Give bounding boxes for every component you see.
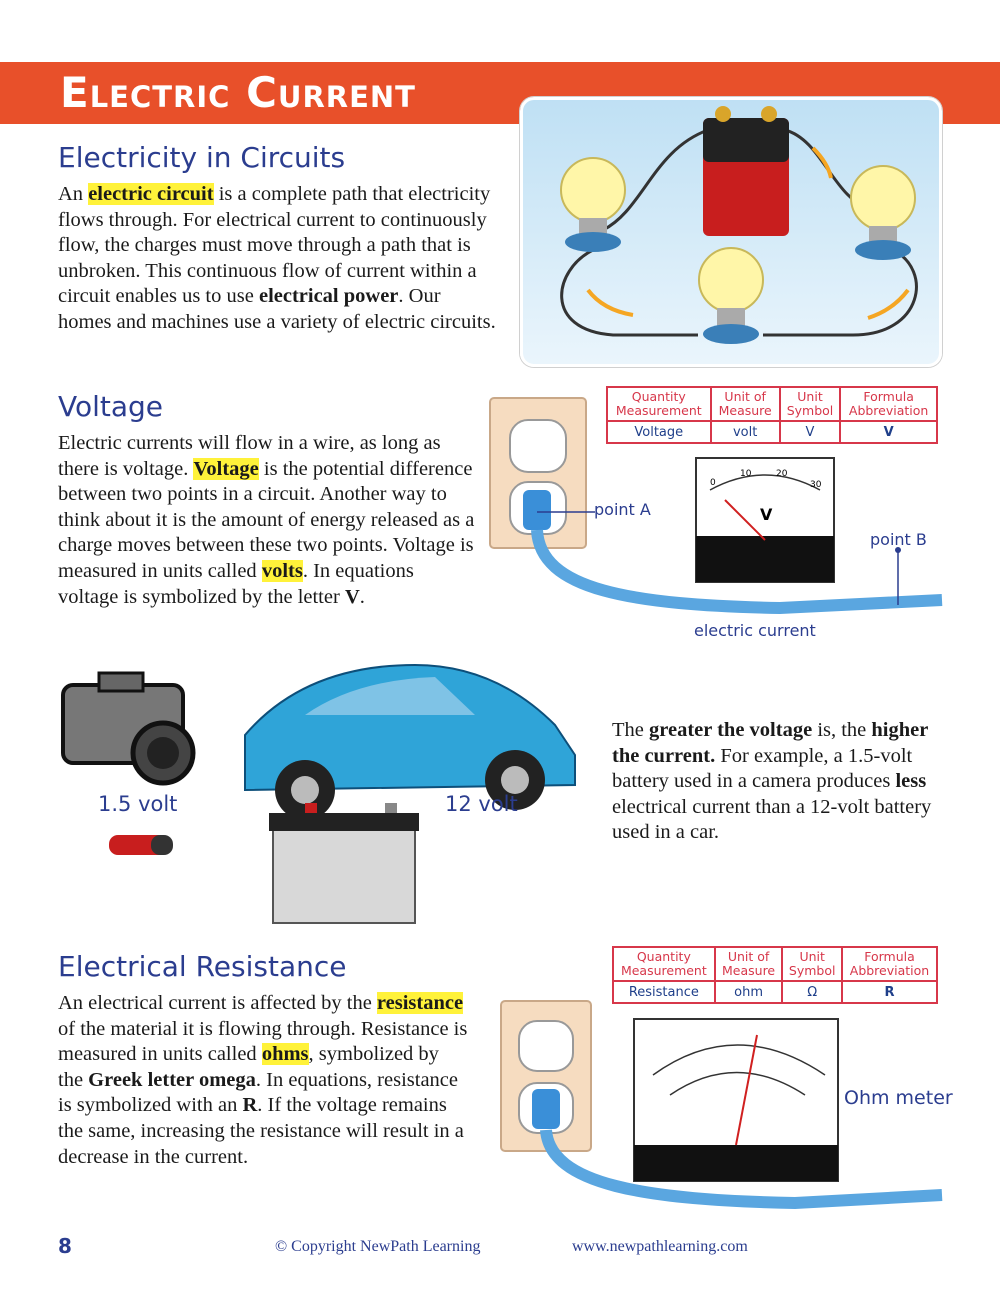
table-cell: Ω — [782, 981, 842, 1003]
copyright-text: © Copyright NewPath Learning — [275, 1238, 481, 1255]
table-header: Quantity Measurement — [613, 947, 715, 981]
bulb-icon-right — [851, 166, 915, 260]
table-header: Unit Symbol — [780, 387, 840, 421]
table-header: Formula Abbreviation — [840, 387, 937, 421]
circuit-diagram — [523, 100, 942, 367]
table-cell: volt — [711, 421, 780, 443]
bulb-icon-bottom — [699, 248, 763, 344]
svg-text:20: 20 — [776, 469, 788, 479]
website-link[interactable]: www.newpathlearning.com — [572, 1238, 748, 1255]
svg-text:10: 10 — [740, 469, 752, 479]
table-cell: R — [842, 981, 937, 1003]
heading-electrical-resistance: Electrical Resistance — [58, 950, 347, 983]
comparison-paragraph: The greater the voltage is, the higher the current. For example, a 1.5-volt battery used in a camera produces less electrical current than a 12-volt battery used in a car. — [612, 719, 932, 844]
term-ohms: ohms — [261, 1043, 309, 1066]
electric-current-label: electric current — [694, 621, 816, 640]
car-battery-icon — [269, 803, 419, 923]
voltage-illustration — [480, 390, 945, 640]
term-electric-circuit: electric circuit — [88, 183, 214, 205]
circuit-illustration — [520, 97, 942, 367]
page-number: 8 — [58, 1234, 72, 1258]
table-cell: V — [780, 421, 840, 443]
term-resistance: resistance — [376, 992, 464, 1014]
table-header: Formula Abbreviation — [842, 947, 937, 981]
heading-electricity-in-circuits: Electricity in Circuits — [58, 141, 346, 174]
table-header: Unit of Measure — [715, 947, 783, 981]
bulb-icon-left — [561, 158, 625, 252]
resistance-paragraph: An electrical current is affected by the resistance of the material it is flowing through. Resistance is measured in units called ohms, symbolized by the Greek letter omega. In equations, resistance is symbolized with an R. If the voltage remains the same, increasing the resistance will result in a decrease in the current. — [58, 992, 468, 1168]
car-icon — [245, 665, 575, 820]
car-voltage-label: 12 volt — [445, 792, 518, 816]
term-voltage: Voltage — [193, 457, 259, 480]
table-header: Unit Symbol — [782, 947, 842, 981]
svg-text:30: 30 — [810, 480, 822, 490]
heading-voltage: Voltage — [58, 390, 164, 423]
voltmeter-letter: V — [760, 505, 773, 524]
table-cell: V — [840, 421, 937, 443]
point-b-label: point B — [870, 530, 927, 549]
page-title: Electric Current — [60, 68, 416, 117]
small-battery-icon — [109, 835, 173, 855]
table-cell: ohm — [715, 981, 783, 1003]
term-volts: volts — [261, 559, 303, 582]
table-header: Unit of Measure — [711, 387, 780, 421]
camera-icon — [63, 673, 193, 783]
table-cell: Voltage — [607, 421, 711, 443]
table-cell: Resistance — [613, 981, 715, 1003]
svg-text:0: 0 — [710, 478, 716, 488]
camera-voltage-label: 1.5 volt — [98, 792, 178, 816]
circuits-paragraph: An electric circuit is a complete path that electricity flows through. For electrical current to continuously flow, the charges must move through a path that is unbroken. This continuous flow of current within a circuit enables us to use electrical power. Our homes and machines use a variety of electric circuits. — [58, 183, 496, 333]
ohm-meter-label: Ohm meter — [844, 1087, 953, 1109]
table-header: Quantity Measurement — [607, 387, 711, 421]
voltage-paragraph: Electric currents will flow in a wire, as long as there is voltage. Voltage is the potential difference between two points in a circuit. Another way to think about it is the amount of energy released as a charge moves between these two points. Voltage is measured in units called volts. In equations voltage is symbolized by the letter V. — [58, 432, 475, 608]
point-a-label: point A — [594, 500, 651, 519]
